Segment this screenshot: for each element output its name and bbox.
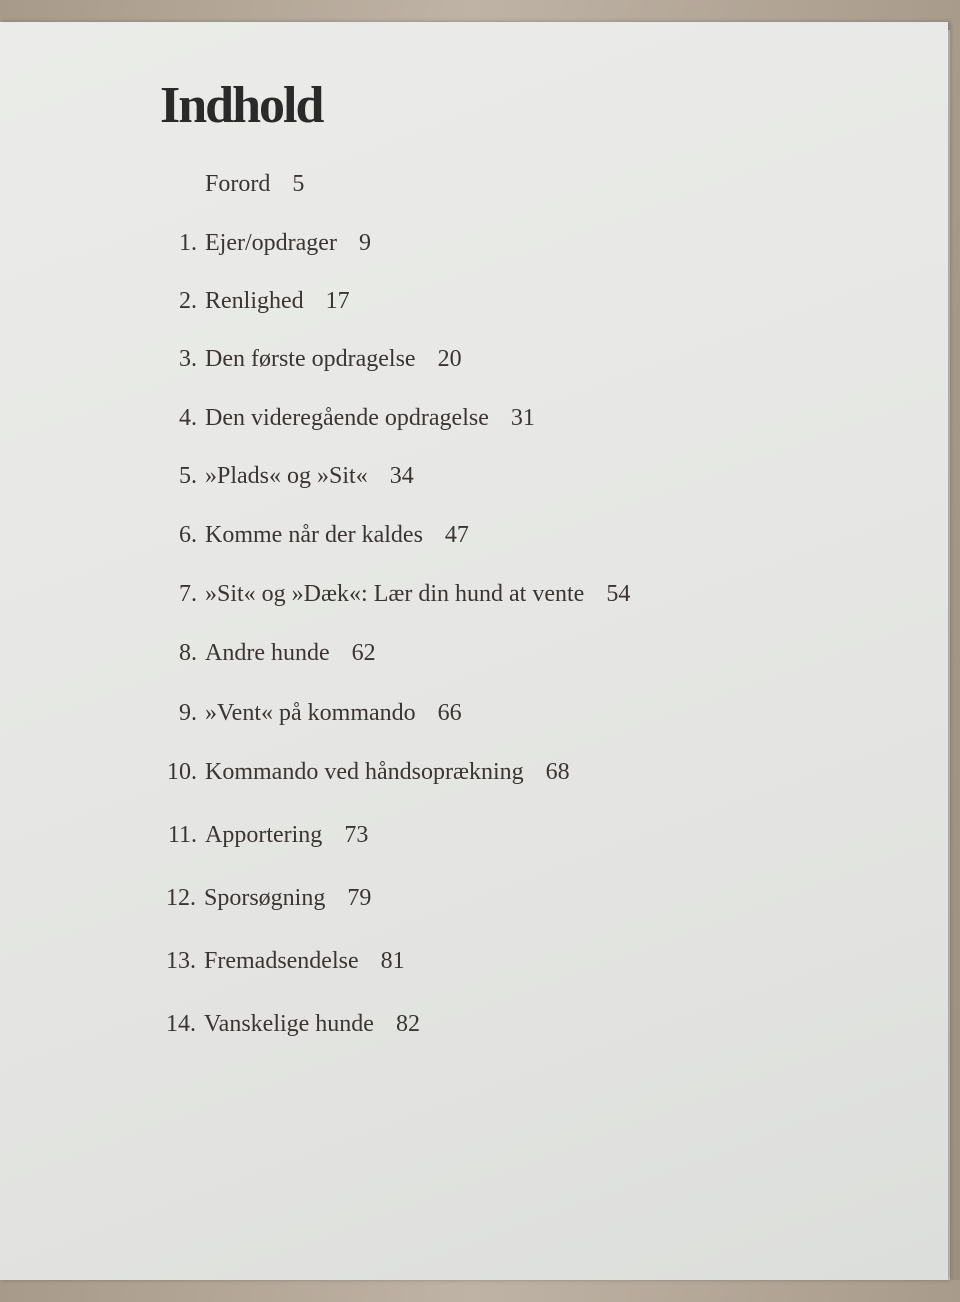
toc-entry-title: Kommando ved håndsoprækning — [205, 759, 524, 785]
toc-entry-page: 66 — [437, 700, 462, 726]
toc-entry-number: 1. — [179, 230, 197, 256]
toc-entry-page: 79 — [347, 885, 372, 911]
toc-entry-number: 6. — [179, 522, 197, 548]
toc-entry-title: Komme når der kaldes — [205, 522, 423, 548]
toc-entry-5 — [179, 463, 414, 489]
toc-entry-number: 5. — [179, 463, 197, 489]
toc-entry-page: 9 — [358, 230, 371, 256]
book-page — [0, 22, 948, 1280]
toc-entry-1 — [179, 230, 371, 256]
toc-entry-page: 20 — [437, 346, 462, 372]
toc-entry-number: 9. — [179, 700, 197, 726]
toc-entry-foreword — [205, 172, 304, 196]
toc-entry-4 — [179, 405, 535, 431]
toc-entry-page: 5 — [292, 171, 305, 197]
toc-entry-title: Renlighed — [205, 288, 304, 314]
toc-entry-page: 54 — [606, 581, 631, 607]
toc-entry-3 — [179, 346, 462, 372]
toc-entry-page: 31 — [510, 405, 535, 431]
toc-entry-page: 47 — [444, 522, 469, 548]
toc-entry-title: »Sit« og »Dæk«: Lær din hund at vente — [205, 581, 585, 607]
toc-entry-page: 82 — [395, 1011, 420, 1037]
toc-entry-number: 2. — [179, 288, 197, 314]
toc-entry-12 — [166, 885, 372, 911]
toc-entry-page: 62 — [351, 640, 376, 666]
toc-entry-title: Apportering — [205, 822, 323, 848]
toc-entry-8 — [179, 640, 376, 666]
toc-entry-title: Forord — [205, 171, 271, 197]
toc-entry-title: »Plads« og »Sit« — [205, 463, 368, 489]
toc-entry-number: 3. — [179, 346, 197, 372]
toc-entry-13 — [166, 948, 405, 974]
toc-entry-title: »Vent« på kommando — [205, 700, 416, 726]
toc-entry-page: 17 — [325, 288, 350, 314]
toc-entry-6 — [179, 522, 469, 548]
toc-entry-number: 11. — [167, 822, 197, 848]
toc-entry-number: 14. — [166, 1011, 196, 1037]
toc-entry-number: 8. — [179, 640, 197, 666]
toc-entry-14 — [166, 1011, 420, 1037]
toc-entry-page: 68 — [545, 759, 570, 785]
toc-entry-title: Andre hunde — [205, 640, 330, 666]
toc-entry-page: 81 — [380, 948, 405, 974]
toc-entry-page: 73 — [344, 822, 369, 848]
toc-entry-number: 12. — [166, 885, 196, 911]
toc-entry-title: Sporsøgning — [204, 885, 326, 911]
toc-entry-10 — [167, 759, 570, 785]
toc-entry-page: 34 — [389, 463, 414, 489]
toc-entry-title: Vanskelige hunde — [204, 1011, 374, 1037]
toc-entry-number: 13. — [166, 948, 196, 974]
toc-entry-title: Den første opdragelse — [205, 346, 416, 372]
toc-entry-number: 10. — [167, 759, 197, 785]
toc-entry-11 — [167, 822, 369, 848]
table-of-contents — [0, 22, 948, 1302]
toc-entry-7 — [179, 581, 631, 607]
toc-entry-title: Den videregående opdragelse — [205, 405, 489, 431]
toc-entry-number: 7. — [179, 581, 197, 607]
toc-entry-9 — [179, 700, 462, 726]
toc-entry-number: 4. — [179, 405, 197, 431]
page-title: Indhold — [160, 77, 323, 134]
toc-entry-2 — [179, 288, 350, 314]
toc-entry-title: Ejer/opdrager — [205, 230, 337, 256]
toc-entry-title: Fremadsendelse — [204, 948, 359, 974]
